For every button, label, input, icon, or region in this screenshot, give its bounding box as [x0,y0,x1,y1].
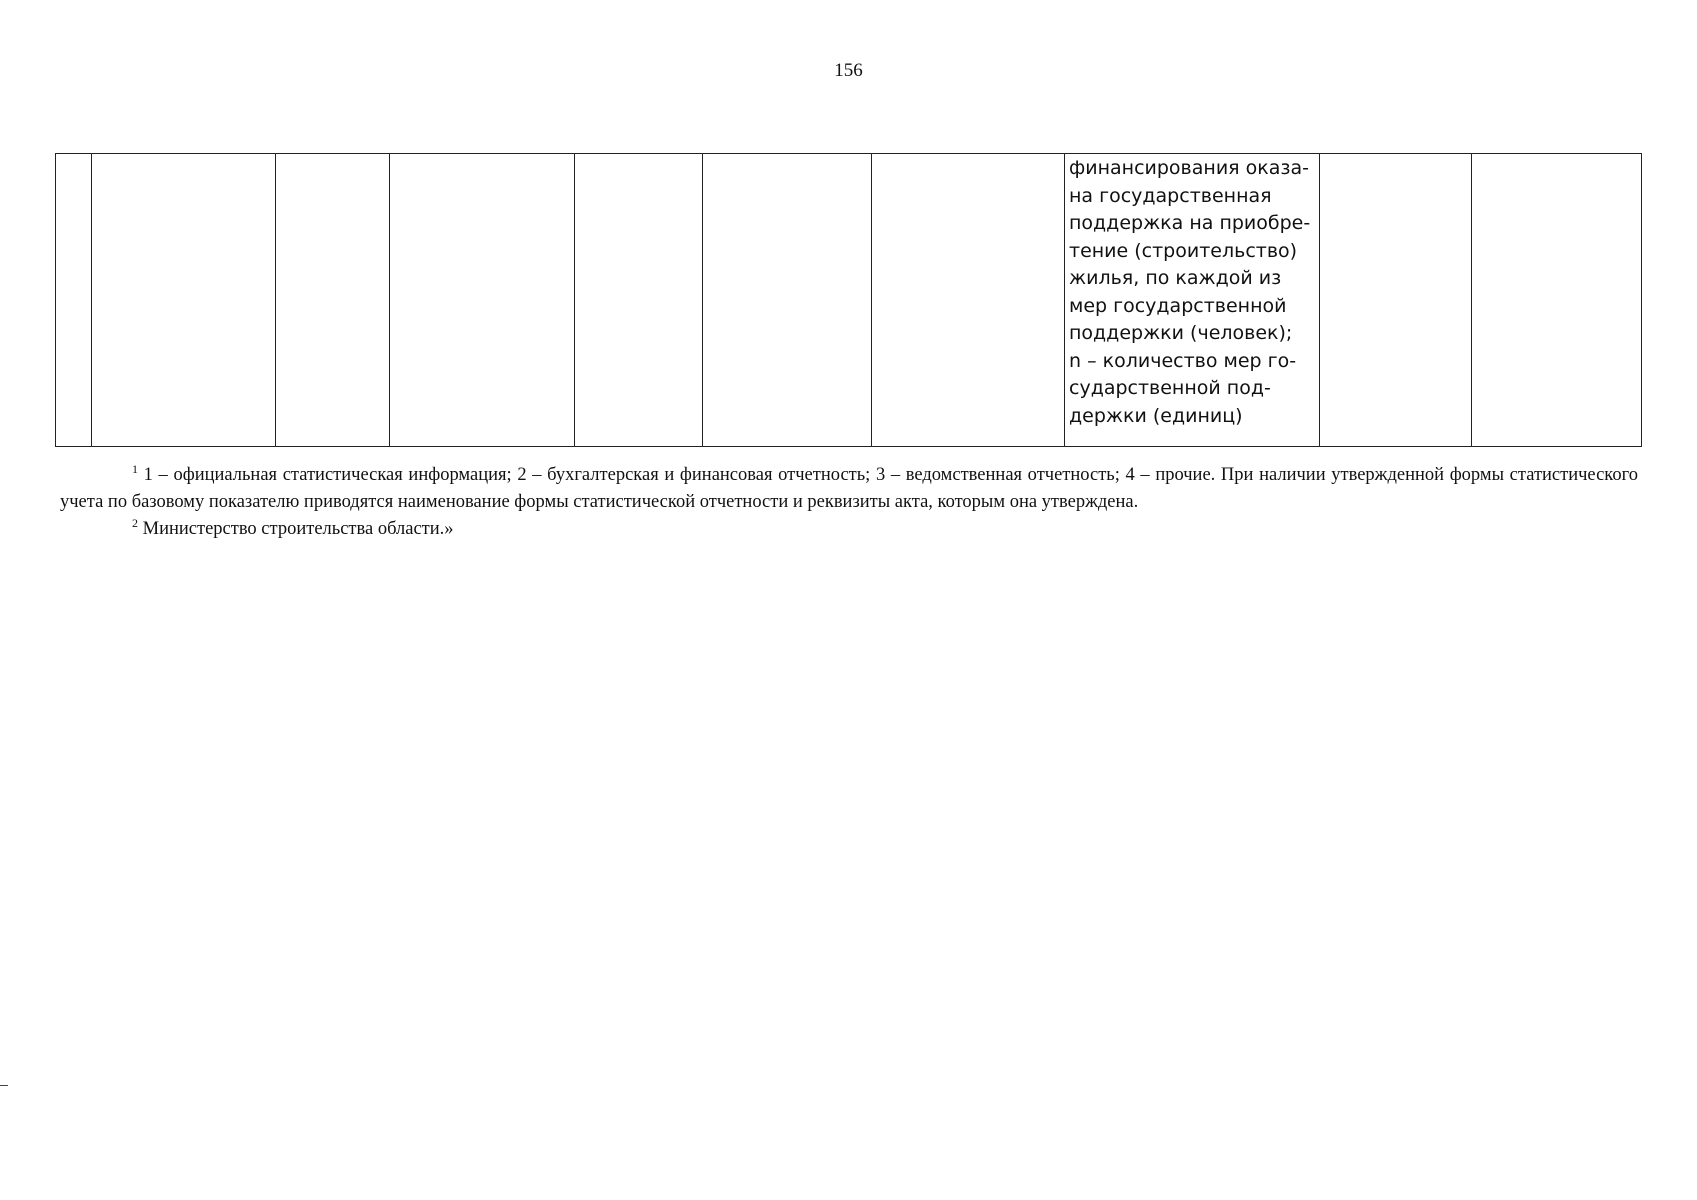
footnotes [60,462,1638,543]
table-cell-empty [703,154,872,447]
table-cell-empty [872,154,1065,447]
indicator-table [55,153,1642,447]
table-cell-empty [1320,154,1472,447]
page-number: 156 [834,60,863,81]
table-cell-calculation-description: финансирования оказа- на государственная поддержка на приобре- тение (строительство) жилья, по каждой из мер государственной поддержки (человек); n – количество мер го- сударственной под- держки (единиц) [1065,154,1320,447]
table-cell-empty [276,154,390,447]
table-cell-empty [575,154,703,447]
footnote-marker: 1 [132,461,138,476]
table-cell-empty [92,154,276,447]
footnote-marker: 2 [132,515,138,530]
footnote-2 [60,516,1638,543]
footnote-text: Министерство строительства области.» [138,519,454,539]
footnote-1 [60,462,1638,516]
table-cell-empty [1472,154,1642,447]
table-cell-number [56,154,92,447]
table-cell-empty [390,154,575,447]
margin-mark [0,1085,8,1100]
footnote-text: 1 – официальная статистическая информация; 2 – бухгалтерская и финансовая отчетность; 3 – ведомственная отчетность; 4 – прочие. При наличии утвержденной формы статистического учета по базовому показателю приводятся наименование формы статистической отчетности и реквизиты акта, которым она утверждена. [60,465,1638,512]
table-row [56,154,1642,447]
